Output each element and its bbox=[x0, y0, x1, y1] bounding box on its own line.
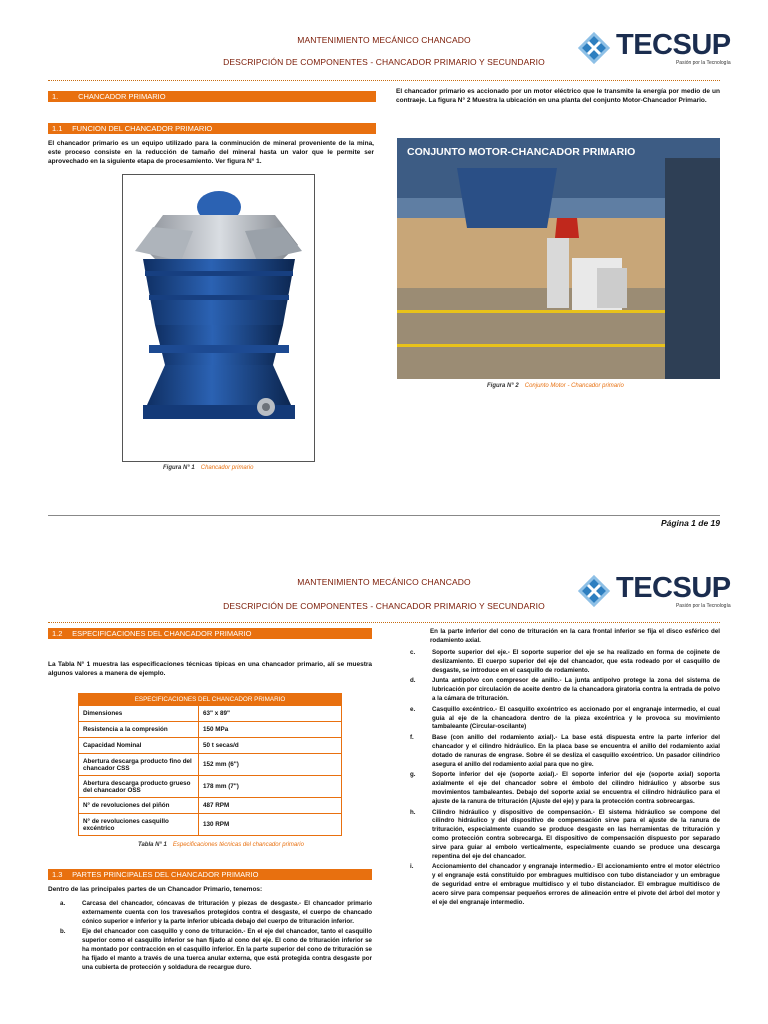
list-item bbox=[60, 900, 372, 926]
list-item-letter: i. bbox=[410, 863, 414, 871]
page1-header-title: MANTENIMIENTO MECÁNICO CHANCADO bbox=[297, 35, 471, 45]
list-item-text: Accionamiento del chancador y engranaje intermedio.- El accionamiento entre el motor eléctrico y el engranaje está constituido por embragues multidisco con tubo distanciador y un embrague de seguridad entre el embrague multidisco y el tubo distanciador. El embrague multidisco de acero sirve para compensar pequeños errores de alineación entre el pivote del árbol del motor y el eje del engranaje intermedio. bbox=[432, 863, 720, 906]
list-item-letter: b. bbox=[60, 928, 66, 936]
section-bar-1-1 bbox=[48, 123, 376, 134]
section-bar-1-3 bbox=[48, 869, 372, 880]
right-intro-paragraph: El chancador primario es accionado por un motor eléctrico que le transmite la energía por medio de un contraeje. La figura N° 2 Muestra la ubicación en una planta del conjunto Motor-Chancador Primario. bbox=[396, 88, 720, 105]
list-item bbox=[410, 863, 720, 907]
tecsup-logo-page2 bbox=[576, 573, 731, 609]
list-item-text: Cilindro hidráulico y dispositivo de compensación.- El sistema hidráulico se compone del cilindro hidráulico y del dispositivo de compensación sirve para el ajuste de la ranura de trituración, especialmente cuando se produce desgaste en las herramientas de trituración y como protección contra sobrecarga. El dispositivo de compensación dispuesto por separado sirve para guiar al embolo verticalmente, especialmente cuando se produce una descarga repentina del eje del chancador. bbox=[432, 808, 720, 860]
page2-header-subtitle: DESCRIPCIÓN DE COMPONENTES - CHANCADOR PRIMARIO Y SECUNDARIO bbox=[223, 601, 545, 611]
section-label: CHANCADOR PRIMARIO bbox=[78, 92, 166, 101]
tecsup-logo-icon bbox=[576, 30, 612, 66]
tecsup-logo-icon bbox=[576, 573, 612, 609]
table1-caption bbox=[138, 842, 304, 848]
figure2-frame bbox=[397, 138, 720, 379]
list-item bbox=[60, 928, 372, 972]
list-item-text: Casquillo excéntrico.- El casquillo excéntrico es accionado por el engranaje intermedio, el cual guía al eje de la chancadora dentro de la pieza excéntrica y le provoca su movimiento tambaleante (Circular-oscilante) bbox=[432, 705, 720, 731]
logo-wordmark: TECSUP bbox=[616, 28, 731, 61]
table-cell-label: Resistencia a la compresión bbox=[79, 722, 199, 738]
table-cell-label: N° de revoluciones casquillo excéntrico bbox=[79, 814, 199, 836]
table-header: ESPECIFICACIONES DEL CHANCADOR PRIMARIO bbox=[79, 694, 342, 706]
parts-list-left bbox=[60, 900, 372, 974]
primary-crusher-image bbox=[123, 175, 314, 461]
page1-header-subtitle: DESCRIPCIÓN DE COMPONENTES - CHANCADOR PRIMARIO Y SECUNDARIO bbox=[223, 57, 545, 67]
section-bar-1-2 bbox=[48, 628, 372, 639]
table-cell-value: 50 t secas/d bbox=[199, 738, 342, 754]
header-divider bbox=[48, 80, 720, 81]
intro-paragraph: El chancador primario es un equipo utilizado para la conminución de mineral proveniente de la mina, este proceso consiste en la reducción de tamaño del mineral hasta un valor que le permite ser aprovechado en la siguiente etapa de procesamiento. Ver figura N° 1. bbox=[48, 140, 374, 166]
list-item-letter: g. bbox=[410, 771, 416, 779]
table-cell-label: Abertura descarga producto grueso del chancador OSS bbox=[79, 776, 199, 798]
table-cell-label: Capacidad Nominal bbox=[79, 738, 199, 754]
figure2-label: Figura N° 2 bbox=[487, 383, 519, 389]
list-item-text: Base (con anillo del rodamiento axial).- La base está dispuesta entre la parte inferior del chancador y el cilindro hidráulico. En la placa base se encuentra el anillo del rodamiento axial dotado de ranuras de engrase. Sobre él se desliza el casquillo excéntrico. Un pasador cilíndrico asegura el anillo del rodamiento axial para que no gire. bbox=[432, 734, 720, 768]
figure2-caption-text: Conjunto Motor - Chancador primario bbox=[524, 383, 624, 389]
table-cell-value: 150 MPa bbox=[199, 722, 342, 738]
section-number: 1. bbox=[52, 92, 59, 101]
list-item-text: Junta antipolvo con compresor de anillo.- La junta antipolvo protege la zona del sistema de lubricación por circulación de aceite dentro de la chancadora giratoria contra la entrada de polvo a la cámara de trituración. bbox=[432, 677, 720, 702]
section-number: 1.3 bbox=[52, 870, 63, 879]
table-cell-label: Dimensiones bbox=[79, 706, 199, 722]
list-item-letter: d. bbox=[410, 677, 416, 685]
table-row bbox=[79, 722, 342, 738]
table-row bbox=[79, 754, 342, 776]
logo-tagline: Pasión por la Tecnología bbox=[675, 59, 731, 66]
list-item bbox=[410, 706, 720, 732]
figure1-caption bbox=[163, 465, 253, 471]
list-item bbox=[410, 649, 720, 675]
table-row bbox=[79, 814, 342, 836]
header-divider-page2 bbox=[48, 622, 720, 623]
table-row bbox=[79, 798, 342, 814]
motor-crusher-assembly-image bbox=[397, 138, 720, 379]
page1-page-number: Página 1 de 19 bbox=[660, 518, 720, 528]
list-item-letter: c. bbox=[410, 649, 416, 656]
page2-header-title: MANTENIMIENTO MECÁNICO CHANCADO bbox=[297, 577, 471, 587]
figure1-frame bbox=[122, 174, 315, 462]
list-item bbox=[410, 771, 720, 806]
table1-caption-text: Especificaciones técnicas del chancador primario bbox=[172, 842, 304, 848]
list-item-text: Carcasa del chancador, cóncavas de trituración y piezas de desgaste.- El chancador primario externamente cuenta con los travesaños protegidos contra el desgaste, el cuerpo de chancado cónico superior e inferior y la parte inferior ubicada debajo del cuerpo de trituración inferior. bbox=[82, 900, 372, 925]
section-label: ESPECIFICACIONES DEL CHANCADOR PRIMARIO bbox=[72, 629, 252, 638]
tecsup-logo bbox=[576, 30, 731, 66]
list-item-letter: e. bbox=[410, 705, 416, 713]
table-intro-paragraph: La Tabla N° 1 muestra las especificaciones técnicas típicas en una chancador primario, alí se muestra algunos valores a manera de ejemplo. bbox=[48, 661, 372, 678]
table-cell-label: N° de revoluciones del piñón bbox=[79, 798, 199, 814]
table1-label: Tabla N° 1 bbox=[138, 842, 167, 848]
table-cell-value: 487 RPM bbox=[199, 798, 342, 814]
table-row bbox=[79, 738, 342, 754]
table-row bbox=[79, 776, 342, 798]
parts-intro: Dentro de las principales partes de un Chancador Primario, tenemos: bbox=[48, 886, 263, 893]
table-cell-value: 152 mm (6") bbox=[199, 754, 342, 776]
logo-wordmark: TECSUP bbox=[616, 571, 731, 604]
table-cell-value: 130 RPM bbox=[199, 814, 342, 836]
table-row bbox=[79, 706, 342, 722]
list-item-letter: h. bbox=[410, 808, 416, 816]
section-number: 1.2 bbox=[52, 629, 63, 638]
figure2-overlay-title: CONJUNTO MOTOR-CHANCADOR PRIMARIO bbox=[407, 146, 636, 158]
list-item bbox=[410, 677, 720, 703]
table-cell-value: 178 mm (7") bbox=[199, 776, 342, 798]
list-item-text: Eje del chancador con casquillo y cono de trituración.- En el eje del chancador, tanto el casquillo superior como el casquillo inferior se han fijado al cono del eje. El cono de trituración inferior se ha montado por contracción en el casquillo inferior. En la parte superior del cono de trituración se ha fijado el manto a través de una tuerca anular externa, que está protegida contra desgaste por una cubierta de protección y soldadura de recargue duro. bbox=[82, 928, 372, 971]
page1-footer-rule bbox=[48, 515, 720, 516]
list-item-letter: f. bbox=[410, 734, 414, 742]
list-item bbox=[410, 734, 720, 769]
specifications-table bbox=[78, 693, 342, 836]
figure1-label: Figura N° 1 bbox=[163, 465, 195, 471]
list-item-text: Soporte superior del eje.- El soporte superior del eje se ha realizado en forma de cojinete de deslizamiento. El cuerpo superior del eje del chancador, que esta rodeado por el casquillo de desgaste, se introduce en el casquillo de rodamiento. bbox=[432, 649, 720, 674]
section-label: PARTES PRINCIPALES DEL CHANCADOR PRIMARIO bbox=[72, 870, 259, 879]
section-bar-1 bbox=[48, 91, 376, 102]
list-item-text: Soporte inferior del eje (soporte axial).- El soporte inferior del eje (soporte axial) soporta axialmente el eje del chancador sobre el émbolo del cilindro hidráulico y absorbe sus movimientos tambaleantes. Debajo del soporte axial se encuentra el cilindro hidráulico para el ajuste de la ranura de trituración (Ajuste del eje) y para la protección contra sobrecargas. bbox=[432, 771, 720, 805]
section-number: 1.1 bbox=[52, 124, 63, 133]
parts-list-right bbox=[410, 649, 720, 909]
right-lead-paragraph: En la parte inferior del cono de trituración en la cara frontal inferior se fija el disco esférico del rodamiento axial. bbox=[430, 628, 720, 644]
logo-tagline: Pasión por la Tecnología bbox=[675, 602, 731, 609]
section-label: FUNCION DEL CHANCADOR PRIMARIO bbox=[72, 124, 213, 133]
table-cell-label: Abertura descarga producto fino del chancador CSS bbox=[79, 754, 199, 776]
figure2-caption bbox=[487, 383, 624, 389]
list-item-letter: a. bbox=[60, 900, 66, 907]
list-item bbox=[410, 809, 720, 862]
table-cell-value: 63" x 89" bbox=[199, 706, 342, 722]
figure1-caption-text: Chancador primario bbox=[200, 465, 254, 471]
